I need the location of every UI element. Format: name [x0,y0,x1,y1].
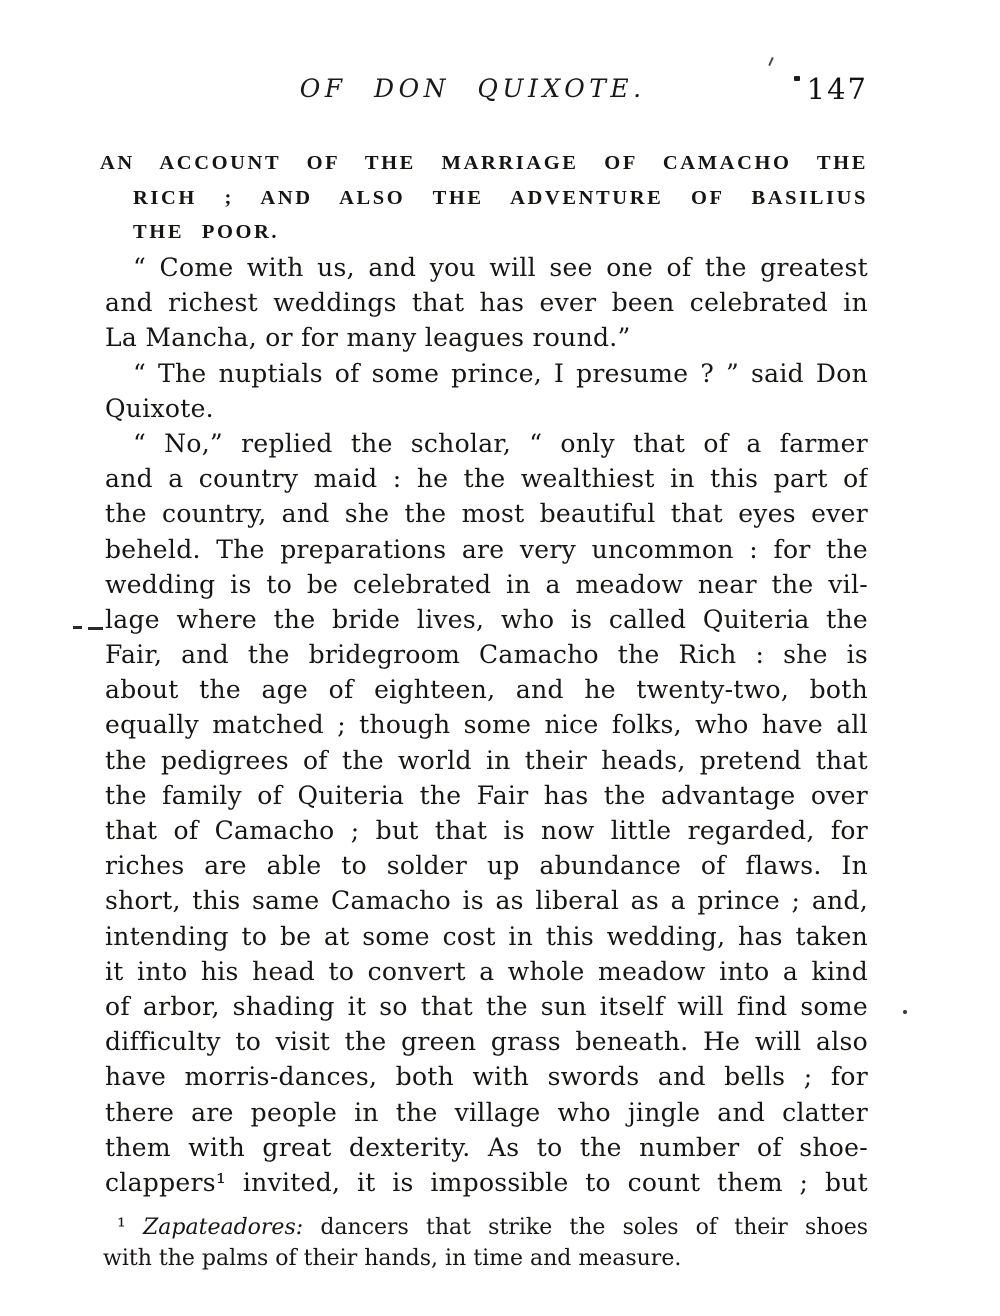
footnote-term: Zapateadores: [143,1215,304,1240]
text-line: intending to be at some cost in this wedding, has taken [105,921,868,951]
text-line: have morris-dances, both with swords and bells ; for [105,1062,868,1092]
heading-line: THE POOR. [133,221,280,243]
text-line: the country, and she the most beautiful that eyes ever [105,499,868,529]
page-header [105,72,868,114]
text-line: La Mancha, or for many leagues round.” [105,323,631,353]
page-number [807,72,868,106]
text-line: and a country maid : he the wealthiest in this part of [105,464,868,494]
text-line: Fair, and the bridegroom Camacho the Rich : she is [105,640,868,670]
text-line: them with great dexterity. As to the number of shoe- [105,1132,868,1162]
text-line: the pedigrees of the world in their heads, pretend that [105,745,868,775]
text-line: beheld. The preparations are very uncommon : for the [105,534,868,564]
heading-line: RICH ; AND ALSO THE ADVENTURE OF BASILIUS [133,186,868,209]
scan-artifact-dash-icon [88,627,103,630]
text-line: equally matched ; though some nice folks, who have all [105,710,868,740]
text-line: of arbor, shading it so that the sun itself will find some [105,991,868,1021]
page-number-value: 147 [806,72,868,106]
chapter-heading [100,146,868,250]
body-text [105,250,868,1200]
running-title: OF DON QUIXOTE. [299,74,646,103]
scan-artifact-dash-icon [73,626,82,629]
scan-artifact-dot-icon [794,76,800,81]
text-line: “ No,” replied the scholar, “ only that of a farmer [133,428,868,458]
text-line: that of Camacho ; but that is now little regarded, for [105,816,868,845]
text-line: riches are able to solder up abundance of flaws. In [105,851,868,881]
heading-line: AN ACCOUNT OF THE MARRIAGE OF CAMACHO THE [100,152,868,174]
text-line: about the age of eighteen, and he twenty-two, both [105,675,868,705]
footnote-line [103,1212,868,1243]
text-line: “ Come with us, and you will see one of the greatest [133,253,868,282]
footnote-line: with the palms of their hands, in time and measure. [103,1246,682,1271]
text-line: difficulty to visit the green grass beneath. He will also [105,1027,868,1057]
scan-artifact-dot-icon [903,1010,907,1014]
text-line: “ The nuptials of some prince, I presume ? ” said Don [133,358,868,388]
footnote [103,1212,868,1274]
text-line: and richest weddings that has ever been celebrated in [105,288,868,318]
text-line: it into his head to convert a whole meadow into a kind [105,956,868,986]
text-line: the family of Quiteria the Fair has the advantage over [105,780,868,810]
text-line: clappers¹ invited, it is impossible to count them ; but [105,1167,868,1197]
text-line: wedding is to be celebrated in a meadow near the vil- [105,569,868,599]
footnote-text: dancers that strike the soles of their shoes [303,1215,868,1240]
text-line: there are people in the village who jingle and clatter [105,1097,868,1127]
footnote-marker: ¹ [117,1215,143,1240]
text-line: Quixote. [105,393,214,423]
scan-artifact-tick-icon [768,57,773,66]
text-line: lage where the bride lives, who is called Quiteria the [105,604,868,634]
text-line: short, this same Camacho is as liberal as a prince ; and, [105,886,868,916]
